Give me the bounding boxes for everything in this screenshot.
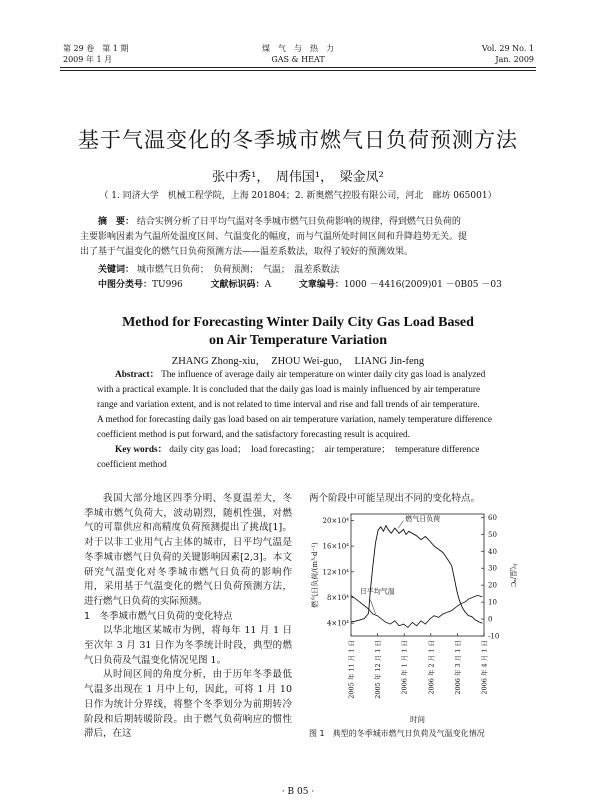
body-paragraph-2: 以华北地区某城市为例，将每年 11 月 1 日至次年 3 月 31 日作为冬季统计时段，典型的燃气日负荷及气温变化情况见图 1。 bbox=[84, 625, 292, 666]
y-tick-label: 12×10⁴ bbox=[322, 568, 349, 577]
abstract-cn bbox=[80, 215, 520, 260]
y2-tick-label: 50 bbox=[488, 530, 497, 539]
x-tick-label: 2005 年 11 月 1 日 bbox=[347, 640, 356, 699]
plot-border bbox=[351, 514, 484, 636]
clc-value: TU996 bbox=[152, 280, 183, 290]
page-number: · B 05 · bbox=[281, 787, 315, 797]
doc-code-label: 文献标识码： bbox=[210, 280, 265, 290]
series-line-gas-load bbox=[351, 526, 482, 624]
x-axis-label: 时间 bbox=[410, 715, 425, 724]
abstract-en-line1: The influence of average daily air temperature on winter daily city gas load is analyzed bbox=[161, 370, 486, 380]
abstract-en-line4: A method for forecasting daily gas load based on air temperature variation, namely temperature difference bbox=[97, 415, 493, 425]
keywords-label-cn: 关键词： bbox=[98, 265, 135, 275]
y-tick-label: 8×10⁴ bbox=[326, 593, 349, 602]
series-pointer-gas-load bbox=[398, 520, 403, 528]
figure-1-caption: 图 1 典型的冬季城市燃气日负荷及气温变化情况 bbox=[309, 729, 485, 738]
keywords-en-line2: coefficient method bbox=[97, 460, 167, 470]
issue-date-en: Jan. 2009 bbox=[495, 55, 534, 64]
keywords-cn-text: 城市燃气日负荷； 负荷预测； 气温； 温差系数法 bbox=[136, 265, 340, 275]
running-header-right bbox=[482, 43, 534, 65]
article-number-label: 文章编号： bbox=[298, 280, 344, 290]
volume-issue-en: Vol. 29 No. 1 bbox=[481, 44, 534, 53]
x-tick-label: 2005 年 12 月 1 日 bbox=[374, 640, 383, 699]
x-tick-label: 2006 年 3 月 1 日 bbox=[453, 640, 462, 695]
clc-label: 中图分类号： bbox=[98, 280, 153, 290]
section-heading-1: 1 冬季城市燃气日负荷的变化特点 bbox=[84, 610, 233, 622]
issue-date-cn: 2009 年 1 月 bbox=[63, 55, 113, 64]
paper-title-en bbox=[0, 314, 596, 350]
volume-issue: 第 29 卷 第 1 期 bbox=[63, 44, 129, 53]
abstract-en-line5: coefficient method is put forward, and the satisfactory forecasting result is acquired. bbox=[97, 430, 410, 440]
classification-row bbox=[98, 277, 502, 290]
y-tick-label: 16×10⁴ bbox=[322, 542, 349, 551]
affiliation-cn: （ 1. 同济大学 机械工程学院，上海 201804；2. 新奥燃气控股有限公司，河北 廊坊 065001） bbox=[99, 191, 497, 201]
y2-tick-label: -10 bbox=[488, 632, 500, 641]
abstract-cn-line1: 结合实例分析了日平均气温对冬季城市燃气日负荷影响的规律，得到燃气日负荷的 bbox=[136, 217, 461, 227]
keywords-label-en: Key words： bbox=[115, 445, 167, 455]
abstract-en bbox=[97, 368, 519, 473]
keywords-cn bbox=[98, 262, 339, 275]
authors-en: ZHANG Zhong-xiu， ZHOU Wei-guo， LIANG Jin-feng bbox=[171, 356, 425, 367]
y2-axis-label: 气温/℃ bbox=[509, 562, 517, 588]
paper-title-cn: 基于气温变化的冬季城市燃气日负荷预测方法 bbox=[78, 128, 518, 152]
journal-name-cn: 煤 气 与 热 力 bbox=[262, 44, 334, 53]
doc-code-value: A bbox=[264, 280, 272, 290]
article-number-value: 1000 －4416(2009)01 －0B05 －03 bbox=[343, 280, 502, 290]
y-tick-label: 20×10⁴ bbox=[322, 516, 349, 525]
y2-tick-label: 60 bbox=[488, 513, 497, 522]
figure-1-chart bbox=[309, 508, 534, 726]
y2-tick-label: 40 bbox=[488, 547, 497, 556]
journal-name-en: GAS & HEAT bbox=[271, 55, 325, 64]
series-line-temperature bbox=[351, 595, 482, 627]
x-tick-label: 2006 年 2 月 1 日 bbox=[427, 640, 436, 695]
x-axis-ticks bbox=[347, 633, 489, 699]
series-group bbox=[351, 526, 482, 628]
y-axis-label: 燃气日负荷/(m³·d⁻¹) bbox=[311, 542, 319, 608]
abstract-en-line2: with a practical example. It is concluded that the daily gas load is mainly influenced by air temperature bbox=[97, 385, 481, 395]
y2-tick-label: 0 bbox=[488, 615, 493, 624]
body-paragraph-3: 从时间区间的角度分析，由于历年冬季最低气温多出现在 1 月中上旬，因此，可将 1 月 10 日作为统计分界线，将整个冬季划分为前期转冷阶段和后期转暖阶段。由于燃气负荷响应的惯性滞后，在这 bbox=[84, 669, 292, 740]
abstract-cn-line2: 主要影响因素为气温所处温度区间、气温变化的幅度，而与气温所处时间区间和升降趋势无关。提 bbox=[80, 232, 468, 242]
body-paragraph-1: 我国大部分地区四季分明、冬夏温差大，冬季城市燃气负荷大，波动剧烈，随机性强，对燃气的可靠供应和高精度负荷预测提出了挑战[1]。对于以非工业用气占主体的城市，日平均气温是冬季城市燃气日负荷的关键影响因素[2,3]。本文研究气温变化对冬季城市燃气日负荷的影响作用，采用基于气温变化的燃气日负荷预测方法，进行燃气日负荷的实际预测。 bbox=[84, 493, 292, 607]
y-tick-label: 4×10⁴ bbox=[326, 619, 349, 628]
abstract-cn-line3: 出了基于气温变化的燃气日负荷预测方法——温差系数法，取得了较好的预测效果。 bbox=[80, 247, 414, 257]
paper-title-en-line1: Method for Forecasting Winter Daily City Gas Load Based bbox=[122, 315, 474, 330]
y2-tick-label: 20 bbox=[488, 581, 497, 590]
abstract-label-en: Abstract： bbox=[115, 370, 159, 380]
y2-tick-label: 10 bbox=[488, 598, 497, 607]
y2-tick-label: 30 bbox=[488, 564, 497, 573]
series-label-gas-load: 燃气日负荷 bbox=[405, 515, 441, 524]
x-tick-label: 2006 年 1 月 1 日 bbox=[400, 640, 409, 695]
y-axis-ticks bbox=[323, 517, 355, 628]
paper-title-en-line2: on Air Temperature Variation bbox=[208, 333, 387, 348]
x-tick-label: 2006 年 4 月 1 日 bbox=[480, 640, 489, 695]
authors-cn: 张中秀¹， 周伟国¹， 梁金凤² bbox=[212, 170, 384, 185]
abstract-en-line3: range and variation extent, and is not related to time interval and rise and fall trends of air temperature. bbox=[97, 400, 480, 410]
keywords-en-line1: daily city gas load； load forecasting； air temperature； temperature difference bbox=[169, 445, 480, 455]
body-left-column bbox=[84, 492, 292, 742]
series-label-temperature: 日平均气温 bbox=[359, 587, 395, 596]
body-right-column: 两个阶段中可能呈现出不同的变化特点。 bbox=[309, 493, 481, 504]
header-rule-2 bbox=[60, 70, 536, 71]
abstract-label-cn: 摘 要： bbox=[98, 217, 135, 227]
plot-frame bbox=[351, 514, 484, 636]
header-rule bbox=[60, 67, 536, 68]
